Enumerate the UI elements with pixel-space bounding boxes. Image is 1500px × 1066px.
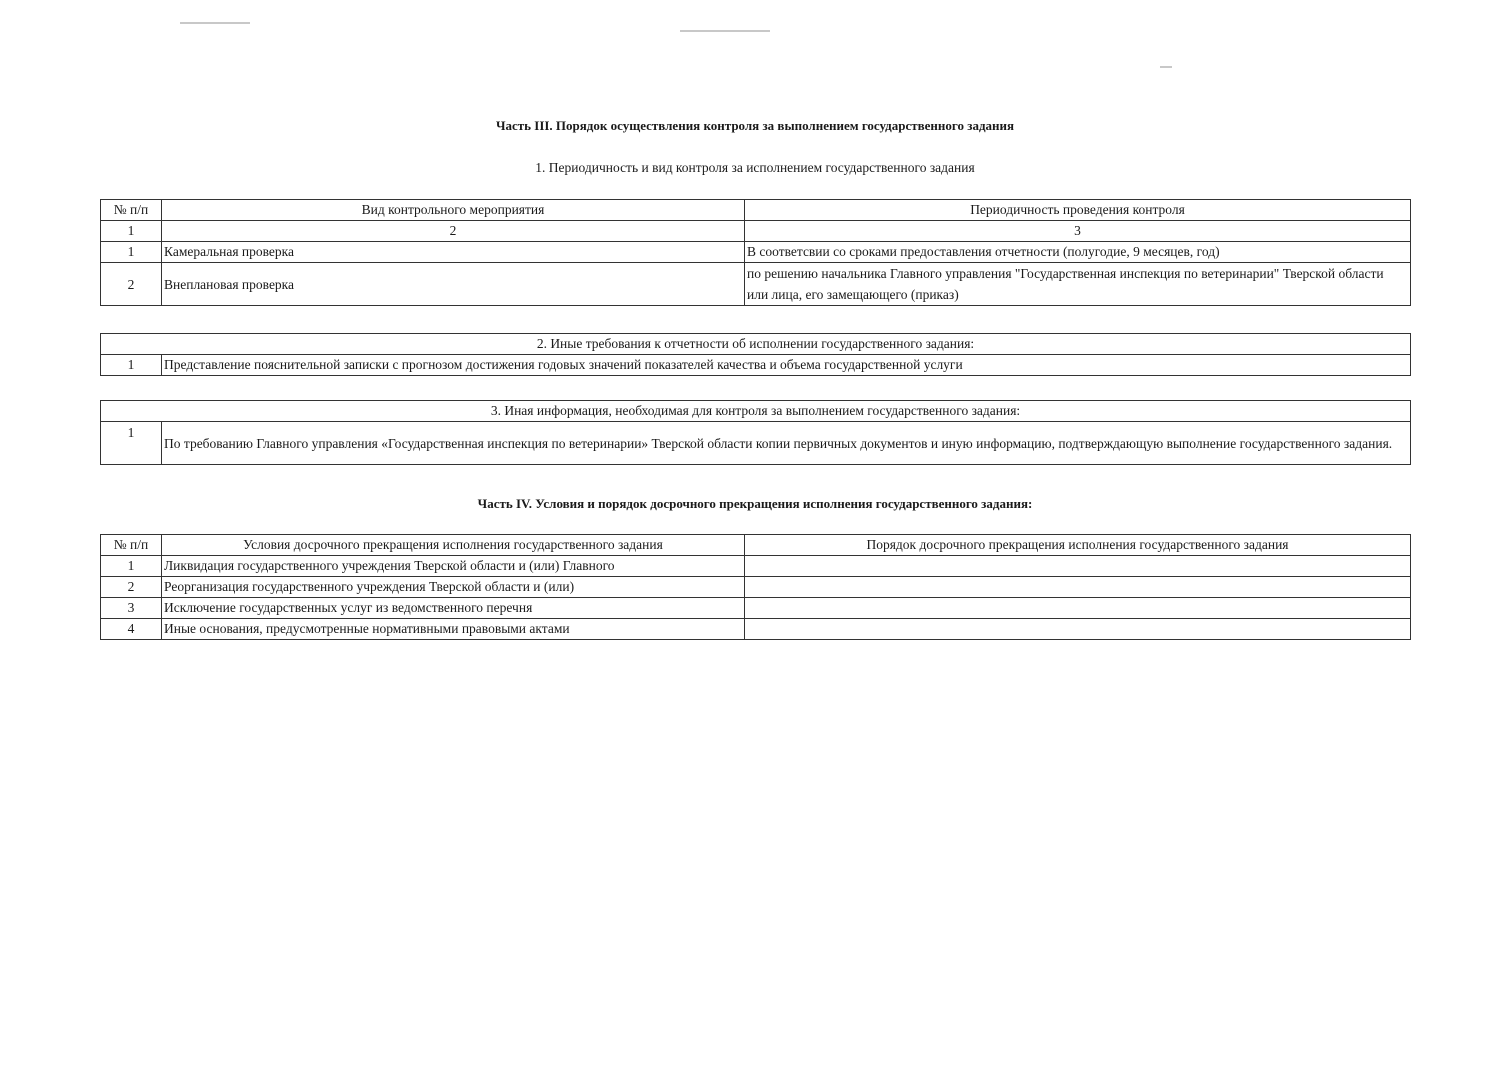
- control-periodicity-table: [100, 199, 1411, 306]
- control-type: Внеплановая проверка: [162, 263, 745, 306]
- termination-order: [745, 577, 1411, 598]
- termination-order: [745, 598, 1411, 619]
- termination-order: [745, 556, 1411, 577]
- other-information-table: [100, 400, 1411, 465]
- column-number: 2: [162, 221, 745, 242]
- header-cell: Периодичность проведения контроля: [745, 200, 1411, 221]
- termination-condition: Иные основания, предусмотренные нормативными правовыми актами: [162, 619, 745, 640]
- control-type: Камеральная проверка: [162, 242, 745, 263]
- row-number: 3: [101, 598, 162, 619]
- table-row: [101, 556, 1411, 577]
- row-number: 4: [101, 619, 162, 640]
- scan-speck: [1160, 66, 1172, 68]
- row-number: 2: [101, 263, 162, 306]
- table-title-row: [101, 334, 1411, 355]
- early-termination-table: [100, 534, 1411, 640]
- requirement-text: Представление пояснительной записки с прогнозом достижения годовых значений показателей качества и объема государственной услуги: [162, 355, 1411, 376]
- table-row: [101, 242, 1411, 263]
- table-row: [101, 355, 1411, 376]
- section2-title: 2. Иные требования к отчетности об исполнении государственного задания:: [101, 334, 1411, 355]
- section1-title: 1. Периодичность и вид контроля за исполнением государственного задания: [535, 160, 975, 175]
- table-row: [101, 263, 1411, 306]
- table-header-row: [101, 200, 1411, 221]
- section3-title: 3. Иная информация, необходимая для контроля за выполнением государственного задания:: [101, 401, 1411, 422]
- table-row: [101, 422, 1411, 465]
- row-number: 2: [101, 577, 162, 598]
- header-cell: Порядок досрочного прекращения исполнения государственного задания: [745, 535, 1411, 556]
- information-text: По требованию Главного управления «Государственная инспекция по ветеринарии» Тверской области копии первичных документов и иную информацию, подтверждающую выполнение государственного задания.: [162, 422, 1411, 465]
- termination-condition: Исключение государственных услуг из ведомственного перечня: [162, 598, 745, 619]
- table-header-row: [101, 535, 1411, 556]
- table-row: [101, 598, 1411, 619]
- table-row: [101, 577, 1411, 598]
- termination-condition: Ликвидация государственного учреждения Тверской области и (или) Главного: [162, 556, 745, 577]
- scan-speck: [680, 30, 770, 32]
- header-cell: № п/п: [101, 535, 162, 556]
- control-period: по решению начальника Главного управления "Государственная инспекция по ветеринарии" Тверской области или лица, его замещающего (приказ): [745, 263, 1411, 306]
- control-period: В соответсвии со сроками предоставления отчетности (полугодие, 9 месяцев, год): [745, 242, 1411, 263]
- header-cell: Вид контрольного мероприятия: [162, 200, 745, 221]
- column-numbering-row: [101, 221, 1411, 242]
- row-number: 1: [101, 556, 162, 577]
- part4-title: Часть IV. Условия и порядок досрочного прекращения исполнения государственного задания:: [477, 496, 1033, 511]
- termination-order: [745, 619, 1411, 640]
- termination-condition: Реорганизация государственного учреждения Тверской области и (или): [162, 577, 745, 598]
- scan-speck: [180, 22, 250, 24]
- row-number: 1: [101, 422, 162, 465]
- reporting-requirements-table: [100, 333, 1411, 376]
- header-cell: Условия досрочного прекращения исполнения государственного задания: [162, 535, 745, 556]
- table-title-row: [101, 401, 1411, 422]
- row-number: 1: [101, 355, 162, 376]
- column-number: 1: [101, 221, 162, 242]
- column-number: 3: [745, 221, 1411, 242]
- part3-title: Часть III. Порядок осуществления контроля за выполнением государственного задания: [495, 118, 1015, 133]
- row-number: 1: [101, 242, 162, 263]
- header-cell: № п/п: [101, 200, 162, 221]
- table-row: [101, 619, 1411, 640]
